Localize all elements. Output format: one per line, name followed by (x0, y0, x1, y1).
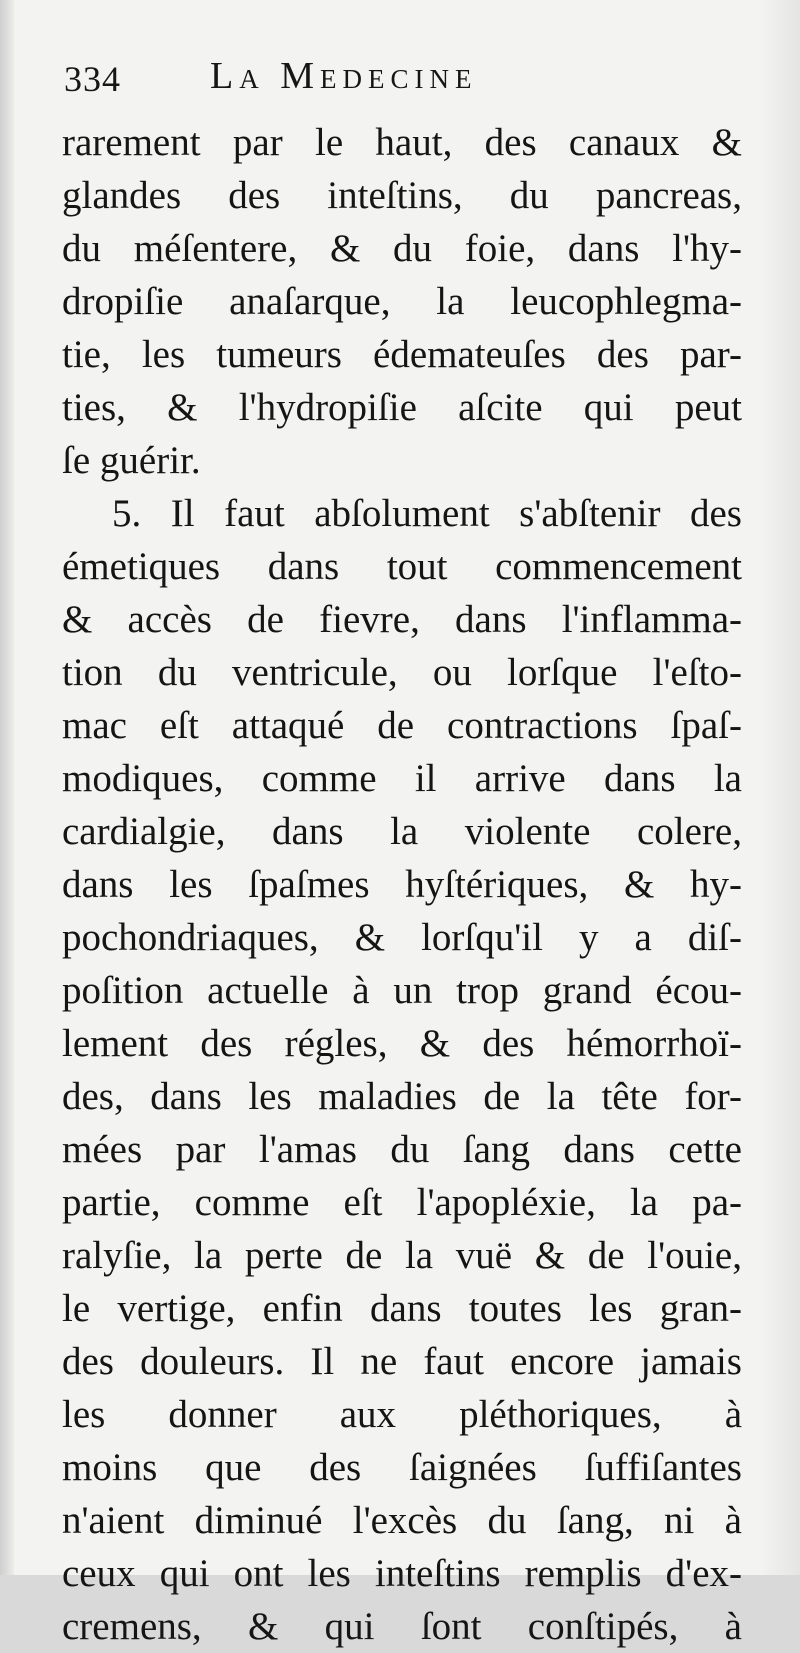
text-line: ſe guérir. (62, 439, 201, 482)
text-line: émetiques dans tout commencement (62, 545, 742, 588)
text-line: tion du ventricule, ou lorſque l'eſto- (62, 651, 742, 694)
text-line: n'aient diminué l'excès du ſang, ni à (62, 1499, 742, 1542)
text-line: moins que des ſaignées ſuffiſantes (62, 1446, 742, 1489)
text-line: glandes des inteſtins, du pancreas, (62, 174, 742, 217)
text-line: mac eſt attaqué de contractions ſpaſ- (62, 704, 742, 747)
text-line: poſition actuelle à un trop grand écou- (62, 969, 742, 1012)
page-header (60, 54, 750, 114)
text-line: des, dans les maladies de la tête for- (62, 1075, 742, 1118)
text-line: ceux qui ont les inteſtins remplis d'ex- (62, 1552, 742, 1595)
text-line: ties, & l'hydropiſie aſcite qui peut (62, 386, 742, 429)
text-line: des douleurs. Il ne faut encore jamais (62, 1340, 742, 1383)
page-gutter (0, 0, 14, 1575)
text-line: du méſentere, & du foie, dans l'hy- (62, 227, 742, 270)
text-line: dropiſie anaſarque, la leucophlegma- (62, 280, 742, 323)
page-edge-shadow (760, 0, 800, 1575)
text-line: cremens, & qui ſont conſtipés, à (62, 1605, 742, 1648)
text-line: partie, comme eſt l'apopléxie, la pa- (62, 1181, 742, 1224)
text-line: ralyſie, la perte de la vuë & de l'ouie, (62, 1234, 742, 1277)
text-line: mées par l'amas du ſang dans cette (62, 1128, 742, 1171)
text-line: 5. Il faut abſolument s'abſtenir des (112, 492, 742, 535)
text-line: le vertige, enfin dans toutes les gran- (62, 1287, 742, 1330)
text-line: tie, les tumeurs édemateuſes des par- (62, 333, 742, 376)
text-line: & accès de fievre, dans l'inflamma- (62, 598, 742, 641)
text-line: modiques, comme il arrive dans la (62, 757, 742, 800)
text-line: cardialgie, dans la violente colere, (62, 810, 742, 853)
text-line: pochondriaques, & lorſqu'il y a diſ- (62, 916, 742, 959)
running-title: La Medecine (210, 55, 478, 97)
text-line: rarement par le haut, des canaux & (62, 121, 742, 164)
body-text (62, 116, 742, 1653)
text-line: lement des régles, & des hémorrhoï- (62, 1022, 742, 1065)
page-number: 334 (64, 59, 121, 99)
text-line: les donner aux pléthoriques, à (62, 1393, 742, 1436)
text-line: dans les ſpaſmes hyſtériques, & hy- (62, 863, 742, 906)
